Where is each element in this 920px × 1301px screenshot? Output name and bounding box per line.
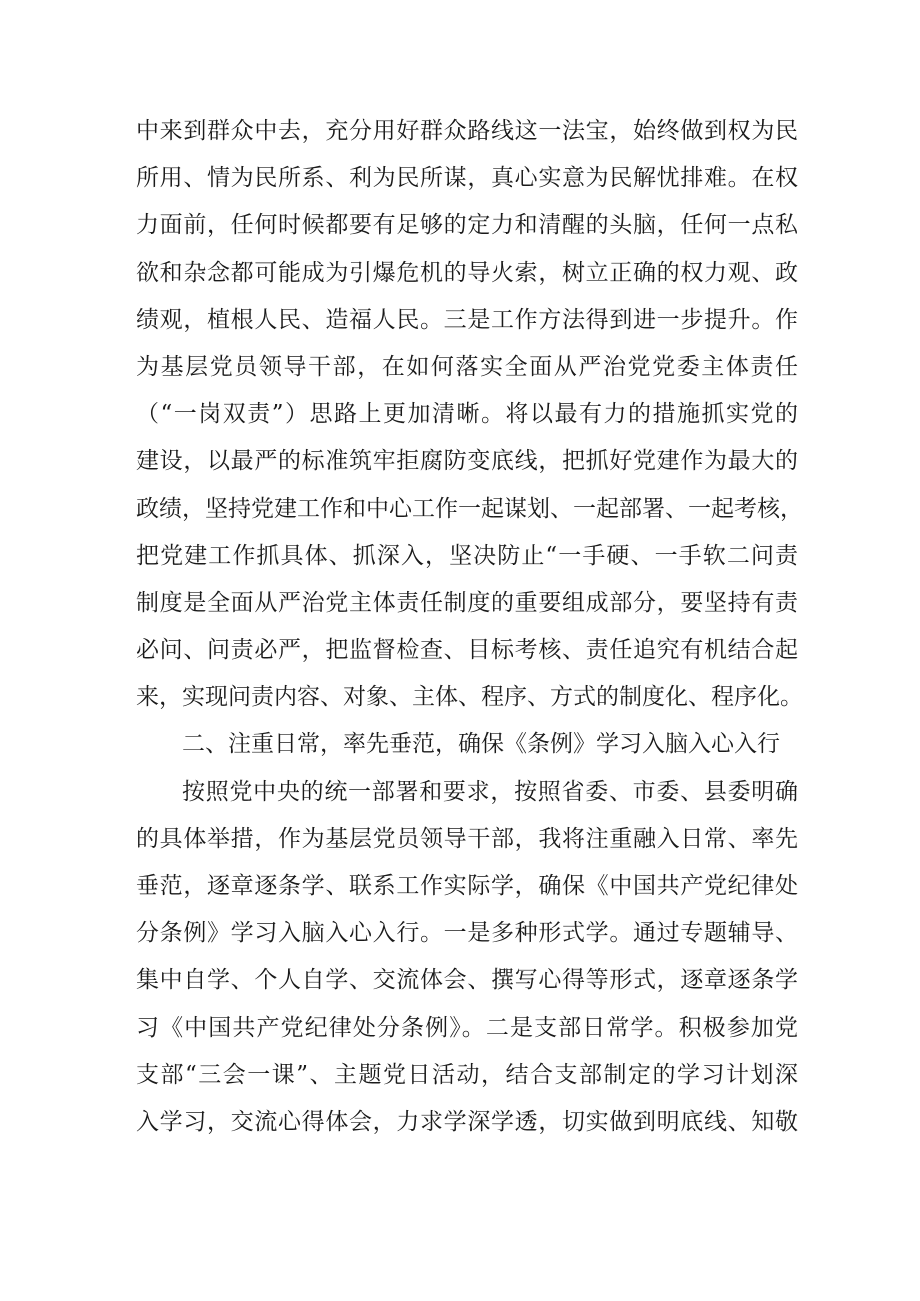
text-line: 的具体举措，作为基层党员领导干部，我将注重融入日常、率先 xyxy=(136,825,798,852)
text-line: 所用、情为民所系、利为民所谋，真心实意为民解忧排难。在权 xyxy=(136,165,798,192)
text-line: 绩观，植根人民、造福人民。三是工作方法得到进一步提升。作 xyxy=(136,306,798,333)
text-line: 入学习，交流心得体会，力求学深学透，切实做到明底线、知敬 xyxy=(136,1108,798,1135)
section-heading: 二、注重日常，率先垂范，确保《条例》学习入脑入心入行 xyxy=(182,731,780,758)
text-line: 集中自学、个人自学、交流体会、撰写心得等形式，逐章逐条学 xyxy=(136,967,798,994)
text-line: 中来到群众中去，充分用好群众路线这一法宝，始终做到权为民 xyxy=(136,118,798,144)
text-line: 政绩，坚持党建工作和中心工作一起谋划、一起部署、一起考核， xyxy=(136,495,803,522)
paragraph-first-line: 按照党中央的统一部署和要求，按照省委、市委、县委明确 xyxy=(182,778,798,805)
text-line: 习《中国共产党纪律处分条例》。二是支部日常学。积极参加党 xyxy=(136,1014,798,1041)
document-body xyxy=(136,108,803,1146)
text-line: 支部“三会一课”、主题党日活动，结合支部制定的学习计划深 xyxy=(136,1061,798,1088)
text-line: 欲和杂念都可能成为引爆危机的导火索，树立正确的权力观、政 xyxy=(136,259,798,286)
text-line: 垂范，逐章逐条学、联系工作实际学，确保《中国共产党纪律处 xyxy=(136,873,798,899)
text-line: 制度是全面从严治党主体责任制度的重要组成部分，要坚持有责 xyxy=(136,589,798,616)
text-line: 力面前，任何时候都要有足够的定力和清醒的头脑，任何一点私 xyxy=(136,212,798,239)
text-line: 建设，以最严的标准筑牢拒腐防变底线，把抓好党建作为最大的 xyxy=(136,448,798,475)
text-line: 来，实现问责内容、对象、主体、程序、方式的制度化、程序化。 xyxy=(136,684,803,711)
text-line: （“一岗双责”）思路上更加清晰。将以最有力的措施抓实党的 xyxy=(136,401,798,428)
text-line: 必问、问责必严，把监督检查、目标考核、责任追究有机结合起 xyxy=(136,637,798,664)
text-line: 为基层党员领导干部，在如何落实全面从严治党党委主体责任 xyxy=(136,353,798,380)
text-line: 分条例》学习入脑入心入行。一是多种形式学。通过专题辅导、 xyxy=(136,920,798,947)
text-line: 把党建工作抓具体、抓深入，坚决防止“一手硬、一手软二问责 xyxy=(136,542,798,569)
